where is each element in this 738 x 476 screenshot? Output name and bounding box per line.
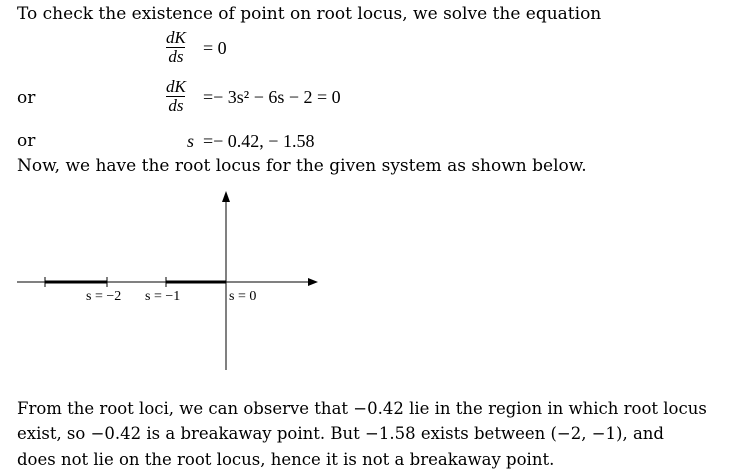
- label-s-minus2: s = −2: [86, 289, 122, 304]
- eq2-rhs: =− 3s² − 6s − 2 = 0: [203, 87, 341, 107]
- eq1-denominator: ds: [168, 47, 184, 66]
- eq1-rhs: = 0: [203, 38, 227, 58]
- eq3-or-label: or: [17, 131, 36, 151]
- real-axis-arrow: [308, 278, 318, 286]
- label-s-0: s = 0: [229, 289, 257, 304]
- eq3-rhs: =− 0.42, − 1.58: [203, 131, 315, 151]
- eq2-fraction: [164, 78, 188, 115]
- now-text: Now, we have the root locus for the given system as shown below.: [17, 156, 587, 176]
- intro-text: To check the existence of point on root locus, we solve the equation: [17, 4, 602, 24]
- label-s-minus1: s = −1: [145, 289, 181, 304]
- eq1-fraction: [164, 29, 188, 66]
- conclusion-line-2: exist, so −0.42 is a breakaway point. But −1.58 exists between (−2, −1), and: [17, 424, 664, 443]
- conclusion-line-1: From the root loci, we can observe that −0.42 lie in the region in which root locus: [17, 399, 707, 418]
- imaginary-axis-arrow: [222, 191, 230, 202]
- eq3-lhs: s: [187, 131, 195, 151]
- conclusion-line-3: does not lie on the root locus, hence it is not a breakaway point.: [17, 450, 555, 469]
- eq2-or-label: or: [17, 88, 36, 108]
- eq1-numerator: dK: [166, 28, 186, 47]
- eq2-denominator: ds: [168, 96, 184, 115]
- eq2-numerator: dK: [166, 77, 186, 96]
